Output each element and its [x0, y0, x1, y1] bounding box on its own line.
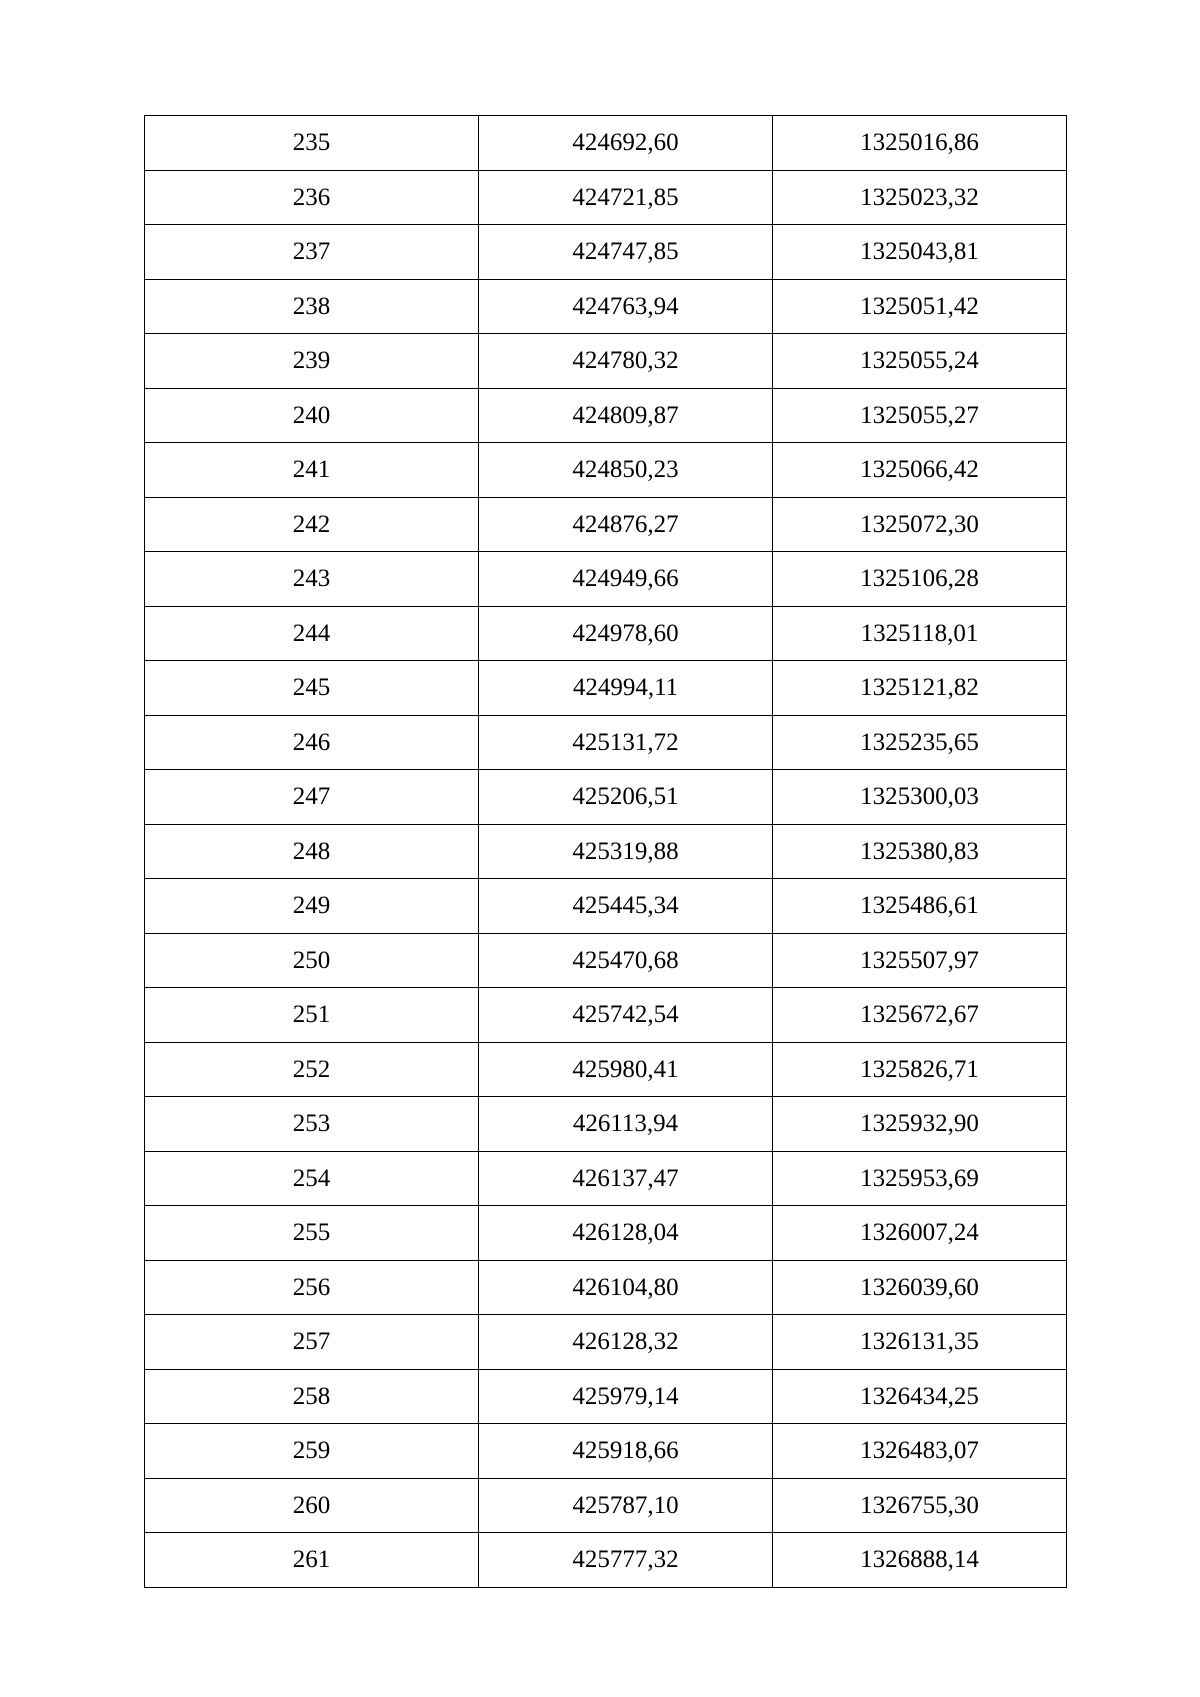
table-row: [145, 552, 1067, 607]
table-row: [145, 661, 1067, 716]
x-coordinate-cell: 425206,51: [479, 770, 773, 825]
table-row: [145, 388, 1067, 443]
y-coordinate-cell: 1325953,69: [773, 1151, 1067, 1206]
table-row: [145, 1369, 1067, 1424]
y-coordinate-cell: 1325118,01: [773, 606, 1067, 661]
point-number-cell: 242: [145, 497, 479, 552]
y-coordinate-cell: 1325486,61: [773, 879, 1067, 934]
x-coordinate-cell: 424809,87: [479, 388, 773, 443]
x-coordinate-cell: 424850,23: [479, 443, 773, 498]
point-number-cell: 257: [145, 1315, 479, 1370]
table-row: [145, 1315, 1067, 1370]
x-coordinate-cell: 426128,32: [479, 1315, 773, 1370]
point-number-cell: 251: [145, 988, 479, 1043]
point-number-cell: 253: [145, 1097, 479, 1152]
y-coordinate-cell: 1326434,25: [773, 1369, 1067, 1424]
y-coordinate-cell: 1325121,82: [773, 661, 1067, 716]
y-coordinate-cell: 1325051,42: [773, 279, 1067, 334]
point-number-cell: 247: [145, 770, 479, 825]
y-coordinate-cell: 1326483,07: [773, 1424, 1067, 1479]
y-coordinate-cell: 1325380,83: [773, 824, 1067, 879]
point-number-cell: 237: [145, 225, 479, 280]
point-number-cell: 243: [145, 552, 479, 607]
x-coordinate-cell: 424876,27: [479, 497, 773, 552]
x-coordinate-cell: 426137,47: [479, 1151, 773, 1206]
coordinates-table-body: [145, 116, 1067, 1588]
table-row: [145, 1097, 1067, 1152]
x-coordinate-cell: 424747,85: [479, 225, 773, 280]
point-number-cell: 235: [145, 116, 479, 171]
x-coordinate-cell: 426104,80: [479, 1260, 773, 1315]
table-row: [145, 1533, 1067, 1588]
table-row: [145, 1151, 1067, 1206]
x-coordinate-cell: 424978,60: [479, 606, 773, 661]
point-number-cell: 261: [145, 1533, 479, 1588]
table-row: [145, 443, 1067, 498]
table-row: [145, 824, 1067, 879]
point-number-cell: 259: [145, 1424, 479, 1479]
point-number-cell: 248: [145, 824, 479, 879]
point-number-cell: 258: [145, 1369, 479, 1424]
table-row: [145, 715, 1067, 770]
table-row: [145, 334, 1067, 389]
table-row: [145, 1424, 1067, 1479]
point-number-cell: 256: [145, 1260, 479, 1315]
y-coordinate-cell: 1326131,35: [773, 1315, 1067, 1370]
y-coordinate-cell: 1326755,30: [773, 1478, 1067, 1533]
y-coordinate-cell: 1326007,24: [773, 1206, 1067, 1261]
coordinates-table: [144, 115, 1067, 1588]
table-row: [145, 1042, 1067, 1097]
y-coordinate-cell: 1325235,65: [773, 715, 1067, 770]
x-coordinate-cell: 425980,41: [479, 1042, 773, 1097]
x-coordinate-cell: 425319,88: [479, 824, 773, 879]
y-coordinate-cell: 1325300,03: [773, 770, 1067, 825]
table-row: [145, 279, 1067, 334]
point-number-cell: 255: [145, 1206, 479, 1261]
x-coordinate-cell: 425470,68: [479, 933, 773, 988]
point-number-cell: 236: [145, 170, 479, 225]
point-number-cell: 260: [145, 1478, 479, 1533]
y-coordinate-cell: 1325055,24: [773, 334, 1067, 389]
point-number-cell: 246: [145, 715, 479, 770]
x-coordinate-cell: 425918,66: [479, 1424, 773, 1479]
y-coordinate-cell: 1325672,67: [773, 988, 1067, 1043]
y-coordinate-cell: 1325507,97: [773, 933, 1067, 988]
x-coordinate-cell: 425131,72: [479, 715, 773, 770]
table-row: [145, 1206, 1067, 1261]
x-coordinate-cell: 424994,11: [479, 661, 773, 716]
x-coordinate-cell: 425742,54: [479, 988, 773, 1043]
x-coordinate-cell: 426113,94: [479, 1097, 773, 1152]
x-coordinate-cell: 425979,14: [479, 1369, 773, 1424]
x-coordinate-cell: 424949,66: [479, 552, 773, 607]
table-row: [145, 933, 1067, 988]
table-row: [145, 988, 1067, 1043]
y-coordinate-cell: 1325055,27: [773, 388, 1067, 443]
y-coordinate-cell: 1325826,71: [773, 1042, 1067, 1097]
x-coordinate-cell: 425445,34: [479, 879, 773, 934]
y-coordinate-cell: 1325106,28: [773, 552, 1067, 607]
point-number-cell: 252: [145, 1042, 479, 1097]
point-number-cell: 244: [145, 606, 479, 661]
y-coordinate-cell: 1325016,86: [773, 116, 1067, 171]
table-row: [145, 606, 1067, 661]
point-number-cell: 254: [145, 1151, 479, 1206]
x-coordinate-cell: 424692,60: [479, 116, 773, 171]
point-number-cell: 241: [145, 443, 479, 498]
table-row: [145, 497, 1067, 552]
point-number-cell: 250: [145, 933, 479, 988]
x-coordinate-cell: 424763,94: [479, 279, 773, 334]
y-coordinate-cell: 1325072,30: [773, 497, 1067, 552]
table-row: [145, 225, 1067, 280]
point-number-cell: 238: [145, 279, 479, 334]
y-coordinate-cell: 1326888,14: [773, 1533, 1067, 1588]
table-row: [145, 1478, 1067, 1533]
point-number-cell: 239: [145, 334, 479, 389]
table-row: [145, 879, 1067, 934]
table-row: [145, 170, 1067, 225]
x-coordinate-cell: 424721,85: [479, 170, 773, 225]
point-number-cell: 249: [145, 879, 479, 934]
point-number-cell: 240: [145, 388, 479, 443]
x-coordinate-cell: 425787,10: [479, 1478, 773, 1533]
y-coordinate-cell: 1325932,90: [773, 1097, 1067, 1152]
x-coordinate-cell: 424780,32: [479, 334, 773, 389]
table-row: [145, 116, 1067, 171]
y-coordinate-cell: 1325043,81: [773, 225, 1067, 280]
x-coordinate-cell: 425777,32: [479, 1533, 773, 1588]
table-row: [145, 1260, 1067, 1315]
y-coordinate-cell: 1325066,42: [773, 443, 1067, 498]
point-number-cell: 245: [145, 661, 479, 716]
x-coordinate-cell: 426128,04: [479, 1206, 773, 1261]
table-row: [145, 770, 1067, 825]
y-coordinate-cell: 1326039,60: [773, 1260, 1067, 1315]
y-coordinate-cell: 1325023,32: [773, 170, 1067, 225]
